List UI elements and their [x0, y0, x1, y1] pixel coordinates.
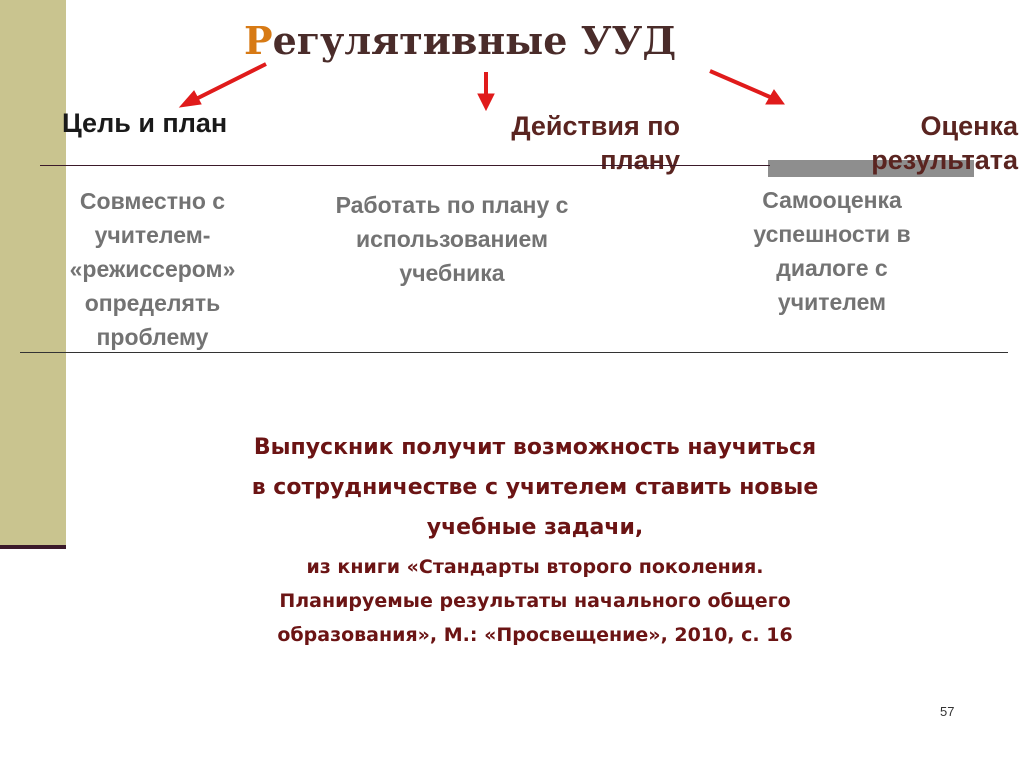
body-line: диалоге с: [776, 255, 888, 281]
heading-line: Оценка: [920, 111, 1018, 141]
quote-main: [160, 428, 910, 548]
source-line: Планируемые результаты начального общего: [279, 590, 791, 612]
body-line: «режиссером»: [69, 256, 236, 282]
left-bar-rule: [0, 545, 66, 549]
source-line: образования», М.: «Просвещение», 2010, с. 16: [277, 624, 793, 646]
arrow-right-down-icon: [710, 71, 784, 104]
column-body-actions: [302, 188, 602, 290]
slide-number: 57: [940, 704, 955, 719]
column-heading-evaluation: [780, 109, 1018, 177]
divider-top: [40, 165, 770, 166]
arrow-left-down-icon: [180, 64, 266, 107]
body-line: Совместно с: [79, 188, 226, 214]
quote-line: учебные задачи,: [426, 515, 644, 540]
source-line: из книги «Стандарты второго поколения.: [306, 556, 764, 578]
quote-line: Выпускник получит возможность научиться: [253, 435, 817, 460]
column-body-evaluation: [712, 183, 952, 319]
title-first-letter: Р: [244, 18, 273, 63]
body-line: проблему: [96, 324, 209, 350]
body-line: Работать по плану с: [335, 192, 569, 218]
heading-line: Действия по: [511, 111, 680, 141]
title-word: егулятивные: [272, 18, 568, 63]
divider-bottom: [20, 352, 1008, 353]
quote-line: в сотрудничестве с учителем ставить новые: [251, 475, 819, 500]
quote-source: [160, 550, 910, 652]
body-line: Самооценка: [762, 187, 902, 213]
heading-line: Цель и план: [62, 108, 228, 138]
column-body-goal: [40, 184, 265, 354]
quote-block: [160, 428, 910, 652]
body-line: определять: [84, 290, 221, 316]
heading-line: плану: [600, 145, 680, 175]
body-line: успешности в: [753, 221, 911, 247]
body-line: учителем: [777, 289, 887, 315]
column-heading-goal: [62, 106, 227, 140]
heading-line: результата: [871, 145, 1018, 175]
arrow-down-icon: [478, 72, 494, 110]
body-line: использованием: [355, 226, 549, 252]
body-line: учителем-: [94, 222, 211, 248]
body-line: учебника: [399, 260, 505, 286]
title-uud: УУД: [580, 18, 677, 63]
column-heading-actions: [450, 109, 680, 177]
